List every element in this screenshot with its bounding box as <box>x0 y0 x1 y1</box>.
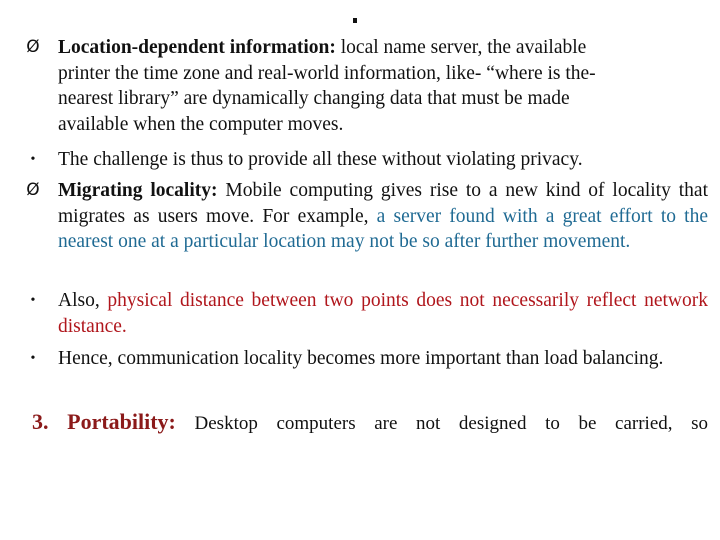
list-item-migrating-locality <box>26 178 708 255</box>
section-number: 3. <box>32 409 49 434</box>
arrow-bullet-icon: Ø <box>26 180 40 200</box>
item-line: nearest library” are dynamically changing data that must be made <box>58 88 570 109</box>
highlight-text-red: physical distance between two points does not necessarily reflect network distance. <box>58 290 708 337</box>
section-heading: Portability: <box>67 409 176 434</box>
list-item-location-dependent <box>26 35 708 137</box>
item-text: Also, <box>58 290 108 311</box>
item-text: Mobile computing gives rise to a new kind of locality that migrates as users move. For example, <box>58 180 708 227</box>
list-item-communication-locality <box>30 346 708 372</box>
bullet-icon: • <box>30 351 36 366</box>
decorative-dot <box>353 18 357 23</box>
item-text: The challenge is thus to provide all these without violating privacy. <box>58 149 583 170</box>
list-item-physical-distance <box>30 288 708 339</box>
bullet-icon: • <box>30 293 36 308</box>
item-line: printer the time zone and real-world information, like- “where is the- <box>58 62 596 84</box>
bullet-icon: • <box>30 152 36 167</box>
item-line: available when the computer moves. <box>58 113 344 135</box>
item-heading: Migrating locality: <box>58 180 218 201</box>
list-item-challenge <box>30 147 708 173</box>
item-text: Hence, communication locality becomes more important than load balancing. <box>58 348 664 369</box>
highlight-text-blue: a server found with a great effort to the nearest one at a particular location may not be so after further movement. <box>58 205 708 252</box>
portability-section <box>32 408 708 438</box>
item-line <box>58 35 708 61</box>
arrow-bullet-icon: Ø <box>26 37 40 57</box>
item-text: local name server, the available <box>335 37 587 58</box>
item-heading: Location-dependent information: <box>58 37 336 58</box>
section-text: Desktop computers are not designed to be carried, so <box>194 413 709 434</box>
